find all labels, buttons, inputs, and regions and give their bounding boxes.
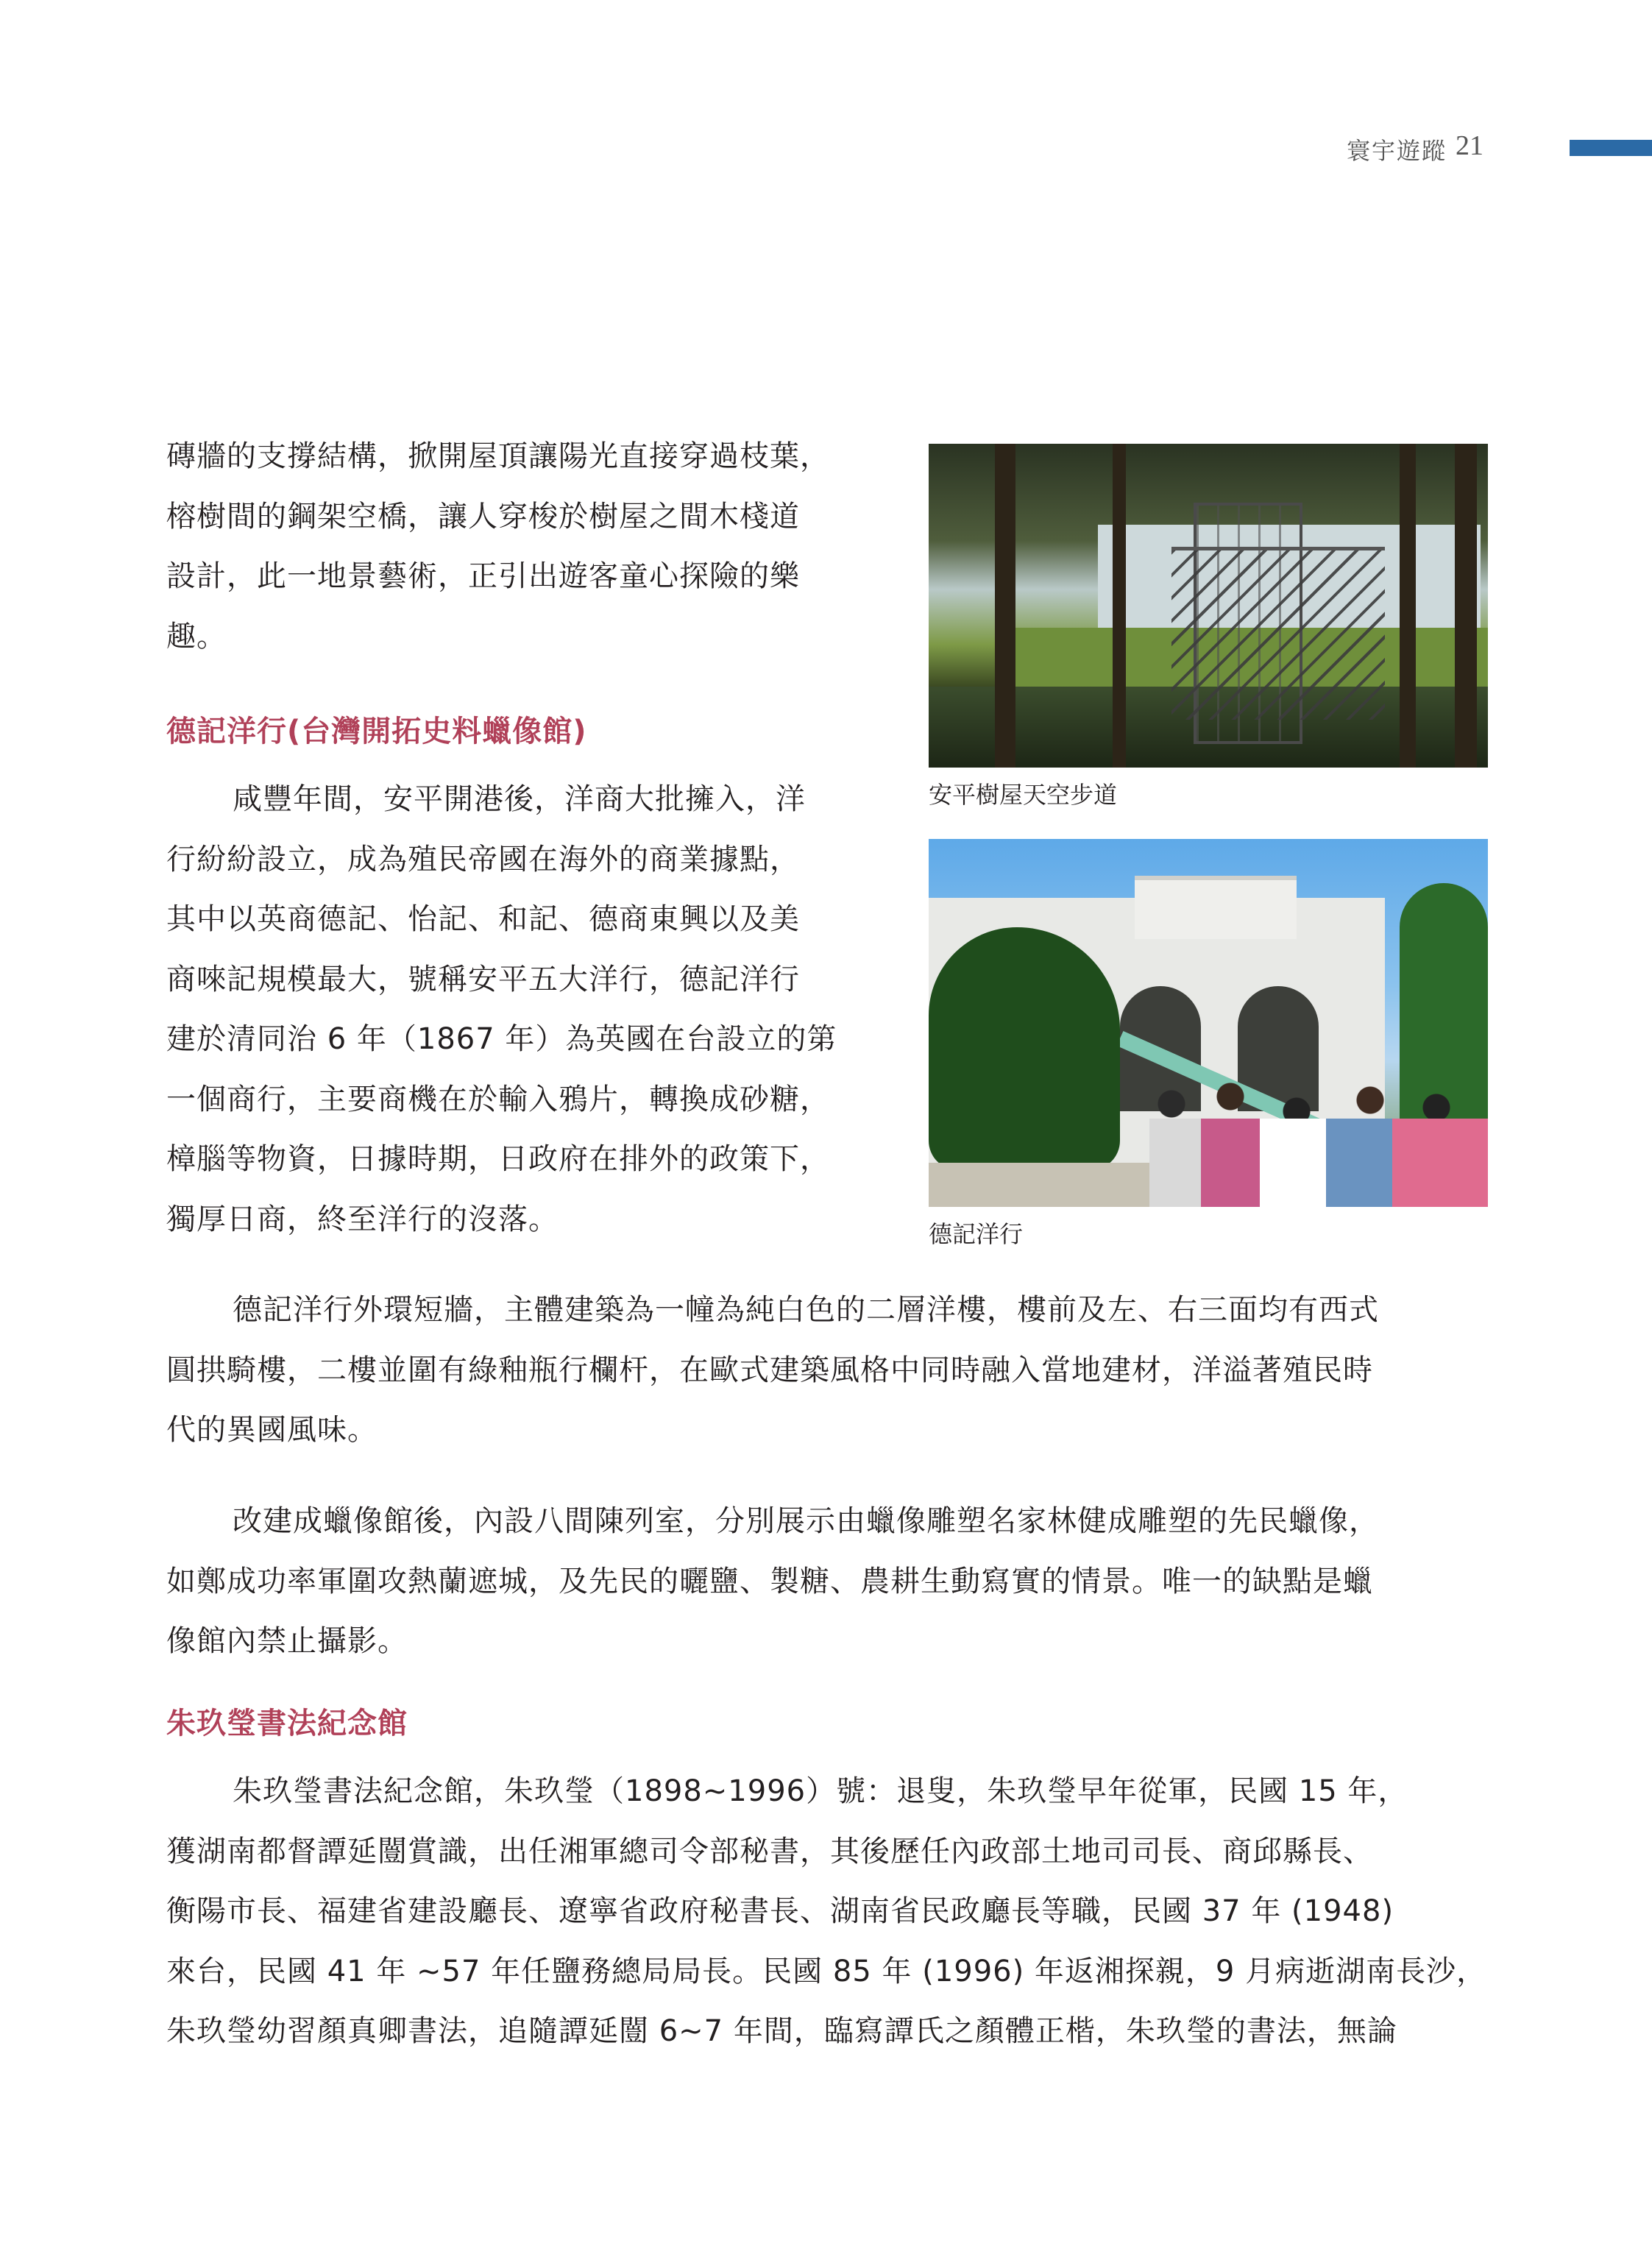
tait-paragraph-1 [166, 770, 910, 1250]
tait-paragraph-2 [166, 1280, 1491, 1461]
photo-tait-and-co [929, 839, 1488, 1207]
page-number: 21 [1456, 130, 1483, 161]
intro-paragraph [166, 427, 902, 667]
section-heading-tait: 德記洋行(台灣開拓史料蠟像館) [166, 715, 587, 748]
text-line: 咸豐年間，安平開港後，洋商大批擁入，洋 [233, 782, 806, 816]
text-line: 代的異國風味。 [166, 1413, 377, 1447]
text-line: 趣。 [166, 619, 227, 653]
text-line: 朱玖瑩書法紀念館，朱玖瑩（1898~1996）號：退叟，朱玖瑩早年從軍，民國 15 年， [233, 1774, 1408, 1808]
header-accent-bar [1570, 140, 1652, 156]
text-line: 衡陽市長、福建省建設廳長、遼寧省政府秘書長、湖南省民政廳長等職，民國 37 年 (1948) [166, 1894, 1394, 1928]
section-title: 寰宇遊蹤 [1347, 137, 1447, 165]
text-line: 來台，民國 41 年 ~57 年任鹽務總局局長。民國 85 年 (1996) 年返湘探親，9 月病逝湖南長沙， [166, 1954, 1487, 1988]
text-line: 如鄭成功率軍圍攻熱蘭遮城，及先民的曬鹽、製糖、農耕生動寫實的情景。唯一的缺點是蠟 [166, 1564, 1373, 1598]
text-line: 像館內禁止攝影。 [166, 1624, 408, 1658]
section-heading-calligraphy: 朱玖瑩書法紀念館 [166, 1707, 408, 1740]
tait-paragraph-3 [166, 1492, 1491, 1672]
text-line: 獲湖南都督譚延闓賞識，出任湘軍總司令部秘書，其後歷任內政部土地司司長、商邱縣長、 [166, 1834, 1373, 1868]
calligraphy-paragraph-1 [166, 1762, 1491, 2062]
text-line: 德記洋行外環短牆，主體建築為一幢為純白色的二層洋樓，樓前及左、右三面均有西式 [233, 1293, 1379, 1327]
text-line: 獨厚日商，終至洋行的沒落。 [166, 1202, 559, 1236]
text-line: 榕樹間的鋼架空橋，讓人穿梭於樹屋之間木棧道 [166, 499, 800, 534]
text-line: 其中以英商德記、怡記、和記、德商東興以及美 [166, 902, 800, 936]
text-line: 行紛紛設立，成為殖民帝國在海外的商業據點， [166, 842, 800, 876]
text-line: 設計，此一地景藝術，正引出遊客童心探險的樂 [166, 559, 800, 593]
text-line: 磚牆的支撐結構，掀開屋頂讓陽光直接穿過枝葉， [166, 439, 830, 473]
text-line: 建於清同治 6 年（1867 年）為英國在台設立的第 [166, 1022, 837, 1056]
text-line: 商唻記規模最大，號稱安平五大洋行，德記洋行 [166, 962, 800, 996]
text-line: 圓拱騎樓，二樓並圍有綠釉瓶行欄杆，在歐式建築風格中同時融入當地建材，洋溢著殖民時 [166, 1353, 1373, 1387]
photo-caption-treehouse: 安平樹屋天空步道 [929, 781, 1118, 809]
text-line: 一個商行，主要商機在於輸入鴉片，轉換成砂糖， [166, 1082, 830, 1116]
text-line: 改建成蠟像館後，內設八間陳列室，分別展示由蠟像雕塑名家林健成雕塑的先民蠟像， [233, 1504, 1379, 1538]
text-line: 樟腦等物資，日據時期，日政府在排外的政策下， [166, 1142, 830, 1176]
photo-treehouse-skywalk [929, 444, 1488, 768]
photo-caption-tait: 德記洋行 [929, 1220, 1024, 1248]
text-line: 朱玖瑩幼習顏真卿書法，追隨譚延闓 6~7 年間，臨寫譚氏之顏體正楷，朱玖瑩的書法，無論 [166, 2014, 1397, 2048]
